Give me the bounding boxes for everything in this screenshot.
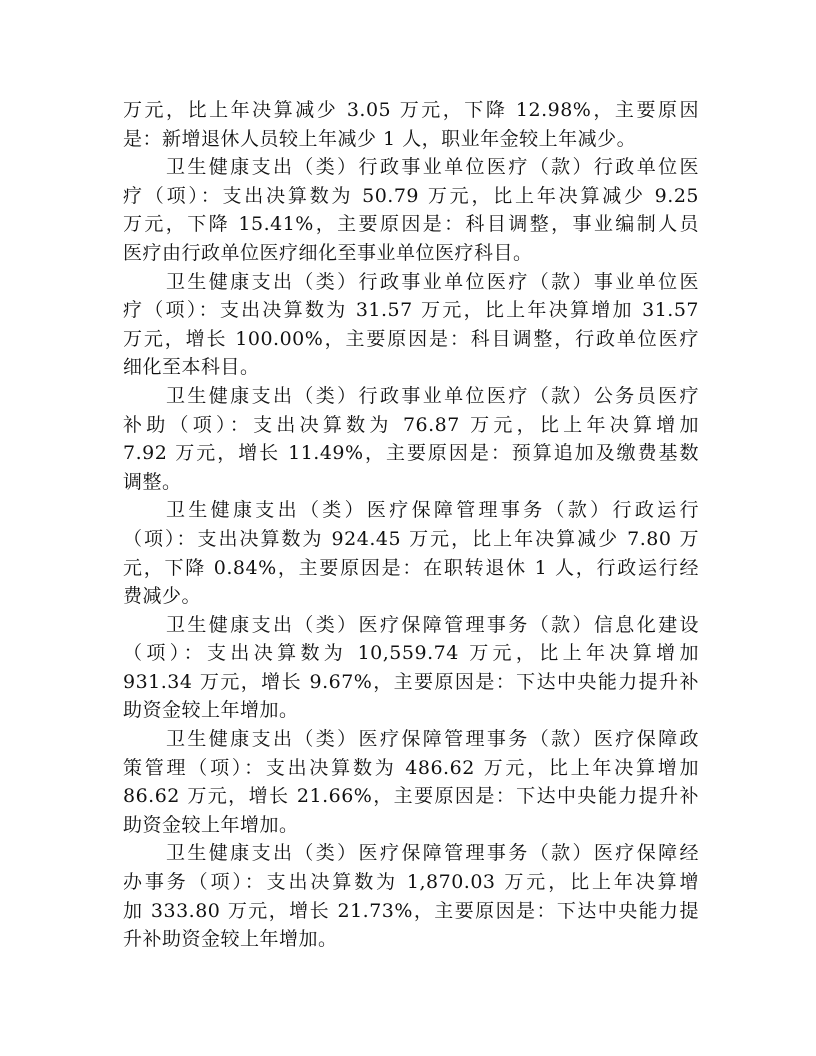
text-line: 费减少。: [123, 585, 202, 608]
paragraph-admin-unit-medical: [123, 153, 699, 267]
paragraph-admin-operation: [123, 496, 699, 610]
paragraph-institution-unit-medical: [123, 268, 699, 382]
text-line: 卫生健康支出（类）医疗保障管理事务（款）信息化建设: [166, 613, 699, 636]
text-line: 策管理（项）：支出决算数为 486.62 万元，比上年决算增加: [123, 756, 699, 779]
text-line: 是：新增退休人员较上年减少 1 人，职业年金较上年减少。: [123, 127, 637, 150]
paragraph-civil-servant-medical-subsidy: [123, 382, 699, 496]
text-line: 疗（项）：支出决算数为 50.79 万元，比上年决算减少 9.25: [123, 184, 699, 207]
text-line: 卫生健康支出（类）行政事业单位医疗（款）公务员医疗: [166, 384, 699, 407]
text-line: 助资金较上年增加。: [123, 699, 299, 722]
text-line: 细化至本科目。: [123, 356, 260, 379]
text-line: 卫生健康支出（类）医疗保障管理事务（款）医疗保障经: [166, 842, 699, 865]
paragraph-retirement-annuity: [123, 96, 699, 153]
text-line: 万元，比上年决算减少 3.05 万元，下降 12.98%，主要原因: [123, 99, 699, 121]
text-line: 万元，下降 15.41%，主要原因是：科目调整，事业编制人员: [123, 213, 699, 236]
text-line: 调整。: [123, 470, 182, 493]
text-line: 卫生健康支出（类）行政事业单位医疗（款）事业单位医: [166, 270, 699, 293]
text-line: 补助（项）：支出决算数为 76.87 万元，比上年决算增加: [123, 413, 699, 436]
text-line: 卫生健康支出（类）医疗保障管理事务（款）行政运行: [166, 499, 699, 522]
text-line: 升补助资金较上年增加。: [123, 928, 338, 951]
text-line: 卫生健康支出（类）医疗保障管理事务（款）医疗保障政: [166, 728, 699, 751]
paragraph-handling-affairs: [123, 839, 699, 953]
text-line: 医疗由行政单位医疗细化至事业单位医疗科目。: [123, 241, 533, 264]
document-body: [123, 96, 699, 954]
text-line: 卫生健康支出（类）行政事业单位医疗（款）行政单位医: [166, 156, 699, 179]
paragraph-informatization: [123, 611, 699, 725]
text-line: 疗（项）：支出决算数为 31.57 万元，比上年决算增加 31.57: [123, 299, 699, 322]
text-line: 加 333.80 万元，增长 21.73%，主要原因是：下达中央能力提: [123, 899, 699, 922]
text-line: 元，下降 0.84%，主要原因是：在职转退休 1 人，行政运行经: [123, 556, 699, 579]
text-line: （项）：支出决算数为 10,559.74 万元，比上年决算增加: [123, 642, 699, 665]
paragraph-policy-management: [123, 725, 699, 839]
text-line: 万元，增长 100.00%，主要原因是：科目调整，行政单位医疗: [123, 327, 699, 350]
text-line: （项）：支出决算数为 924.45 万元，比上年决算减少 7.80 万: [123, 527, 699, 550]
text-line: 86.62 万元，增长 21.66%，主要原因是：下达中央能力提升补: [123, 785, 699, 808]
text-line: 931.34 万元，增长 9.67%，主要原因是：下达中央能力提升补: [123, 670, 699, 693]
text-line: 7.92 万元，增长 11.49%，主要原因是：预算追加及缴费基数: [123, 442, 699, 465]
text-line: 助资金较上年增加。: [123, 813, 299, 836]
text-line: 办事务（项）：支出决算数为 1,870.03 万元，比上年决算增: [123, 871, 699, 894]
